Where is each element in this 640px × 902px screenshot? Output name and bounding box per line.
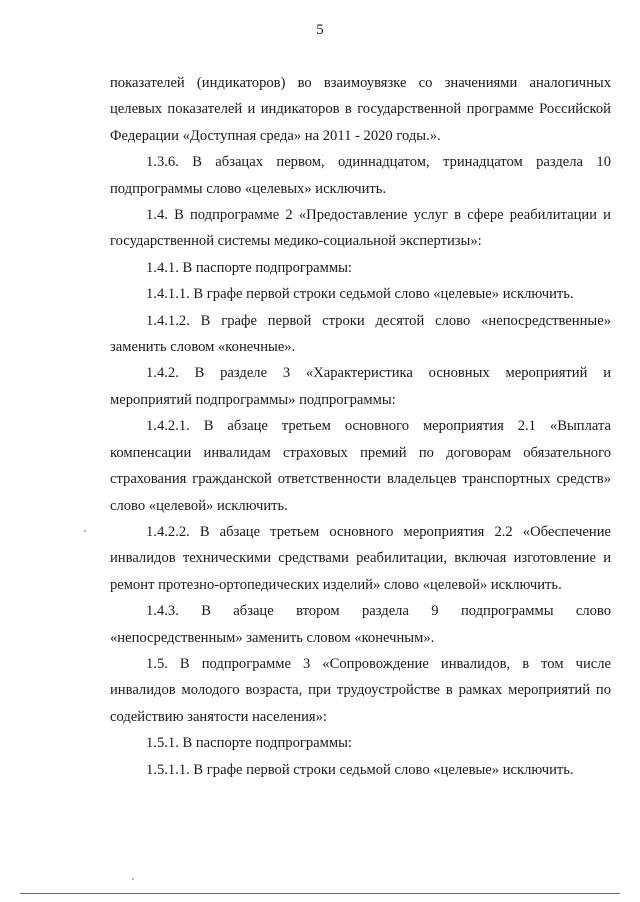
- paragraph-1-4: 1.4. В подпрограмме 2 «Предоставление услуг в сфере реабилитации и государственной системы медико-социальной экспертизы»:: [110, 207, 611, 250]
- page-bottom-edge: [20, 893, 620, 894]
- paragraph-1-4-3: 1.4.3. В абзаце втором раздела 9 подпрограммы слово «непосредственным» заменить словом «конечным».: [110, 603, 611, 646]
- paragraph-1-4-2-1: 1.4.2.1. В абзаце третьем основного мероприятия 2.1 «Выплата компенсации инвалидам страховых премий по договорам обязательного страхования гражданской ответственности владельцев транспортных средств» слово «целевой» исключить.: [110, 418, 611, 514]
- paragraph-1-4-1-1: 1.4.1.1. В графе первой строки седьмой слово «целевые» исключить.: [146, 286, 574, 303]
- page-number: 5: [316, 22, 324, 38]
- scan-speck: [84, 530, 86, 532]
- paragraph-1-3-6: 1.3.6. В абзацах первом, одиннадцатом, тринадцатом раздела 10 подпрограммы слово «целевых» исключить.: [110, 154, 611, 197]
- paragraph-continuation: показателей (индикаторов) во взаимоувязке со значениями аналогичных целевых показателей и индикаторов в государственной программе Российской Федерации «Доступная среда» на 2011 - 2020 годы.».: [110, 75, 611, 144]
- paragraph-1-5: 1.5. В подпрограмме 3 «Сопровождение инвалидов, в том числе инвалидов молодого возраста, при трудоустройстве в рамках мероприятий по содействию занятости населения»:: [110, 655, 611, 725]
- paragraph-1-5-1: 1.5.1. В паспорте подпрограммы:: [146, 735, 352, 752]
- paragraph-1-5-1-1: 1.5.1.1. В графе первой строки седьмой слово «целевые» исключить.: [146, 761, 574, 778]
- scan-speck: [132, 878, 134, 880]
- paragraph-1-4-1: 1.4.1. В паспорте подпрограммы:: [146, 259, 352, 276]
- paragraph-1-4-2-2: 1.4.2.2. В абзаце третьем основного мероприятия 2.2 «Обеспечение инвалидов техническими средствами реабилитации, включая изготовление и ремонт протезно-ортопедических изделий» слово «целевой» исключить.: [110, 523, 611, 593]
- paragraph-1-4-2: 1.4.2. В разделе 3 «Характеристика основных мероприятий и мероприятий подпрограммы» подпрограммы:: [110, 365, 611, 408]
- paragraph-1-4-1-2: 1.4.1.2. В графе первой строки десятой слово «непосредственные» заменить словом «конечные».: [110, 312, 611, 356]
- document-body: [110, 70, 611, 783]
